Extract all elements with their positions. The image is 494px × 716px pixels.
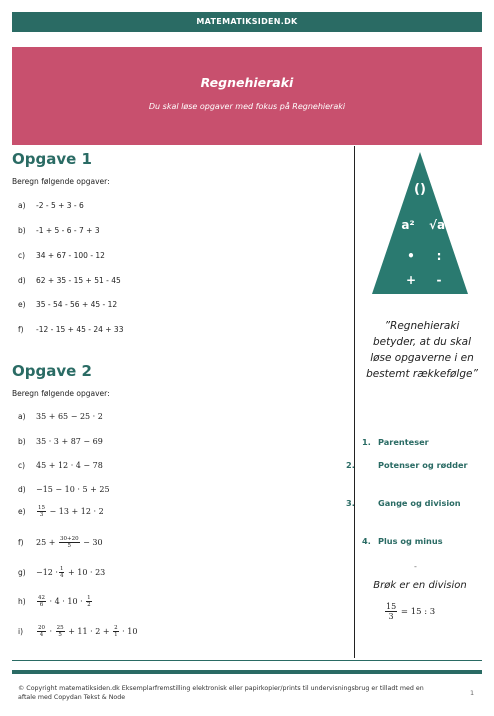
site-header-bar: [12, 12, 482, 32]
list-item: e) $\frac{15}{3}$ − 13 + 12 · 2: [18, 505, 104, 518]
pyramid-plus: +: [405, 273, 417, 287]
definition-quote: ”Regnehieraki betyder, at du skal løse opgaverne i en bestemt rækkefølge”: [366, 320, 478, 380]
footer-bar: [12, 670, 482, 674]
page-subtitle: Du skal løse opgaver med fokus på Regnehieraki: [148, 102, 346, 111]
fraction-heading: Brøk er en division: [373, 580, 467, 591]
exercise-1-title: Opgave 1: [12, 150, 92, 168]
copyright-notice: © Copyright matematiksiden.dk Eksemplarfremstilling elektronisk eller papirkopier/prints til undervisningsbrug er tilladt med en aftale med Copydan Tekst & Node: [18, 685, 424, 701]
page-number: 1: [470, 689, 475, 697]
page-title: Regnehieraki: [200, 75, 294, 90]
fraction-example: $\frac{15}{3}$ = 15 : 3: [386, 602, 436, 621]
pyramid-parentheses: (): [414, 182, 426, 197]
hierarchy-pyramid: [358, 150, 482, 300]
rule-item: 1. Parenteser: [362, 437, 429, 447]
list-item: g) −12 · $\frac{1}{4}$ + 10 · 23: [18, 566, 106, 579]
exercise-2-title: Opgave 2: [12, 362, 92, 380]
rule-item: 2. Potenser og rødder: [346, 460, 468, 470]
list-item: c) 45 + 12 · 4 − 78: [18, 461, 103, 470]
separator-mark: -: [414, 562, 417, 571]
list-item: i) $\frac{20}{4}$ · $\frac{25}{5}$ + 11 · 2 + $\frac{2}{1}$ · 10: [18, 625, 138, 638]
title-banner: [12, 47, 482, 145]
list-item: c) 34 + 67 - 100 - 12: [18, 251, 105, 260]
rule-item: 3. Gange og division: [346, 498, 461, 508]
list-item: a) 35 + 65 − 25 · 2: [18, 412, 103, 421]
exercise-2-intro: Beregn følgende opgaver:: [12, 389, 110, 398]
column-divider: [354, 146, 355, 658]
pyramid-root: √a: [428, 218, 446, 232]
list-item: d) 62 + 35 - 15 + 51 - 45: [18, 276, 121, 285]
list-item: b) -1 + 5 - 6 - 7 + 3: [18, 226, 100, 235]
list-item: h) $\frac{42}{6}$ · 4 · 10 · $\frac{1}{2}$: [18, 595, 91, 608]
site-name: MATEMATIKSIDEN.DK: [196, 17, 298, 26]
pyramid-power: a²: [401, 218, 415, 232]
pyramid-triangle: [372, 152, 468, 294]
list-item: d) −15 − 10 · 5 + 25: [18, 485, 110, 494]
list-item: f) -12 - 15 + 45 - 24 + 33: [18, 325, 124, 334]
pyramid-multiply: •: [407, 249, 415, 263]
pyramid-divide: :: [436, 249, 442, 263]
pyramid-minus: -: [436, 273, 442, 287]
rule-item: 4. Plus og minus: [362, 536, 443, 546]
footer-rule: [12, 660, 482, 661]
exercise-2-section: [12, 362, 348, 398]
list-item: e) 35 - 54 - 56 + 45 - 12: [18, 300, 118, 309]
list-item: f) 25 + $\frac{30+20}{5}$ − 30: [18, 536, 103, 549]
list-item: a) -2 - 5 + 3 - 6: [18, 201, 84, 210]
list-item: b) 35 · 3 + 87 − 69: [18, 437, 103, 446]
exercise-1-intro: Beregn følgende opgaver:: [12, 177, 110, 186]
exercise-1-section: [12, 150, 348, 186]
